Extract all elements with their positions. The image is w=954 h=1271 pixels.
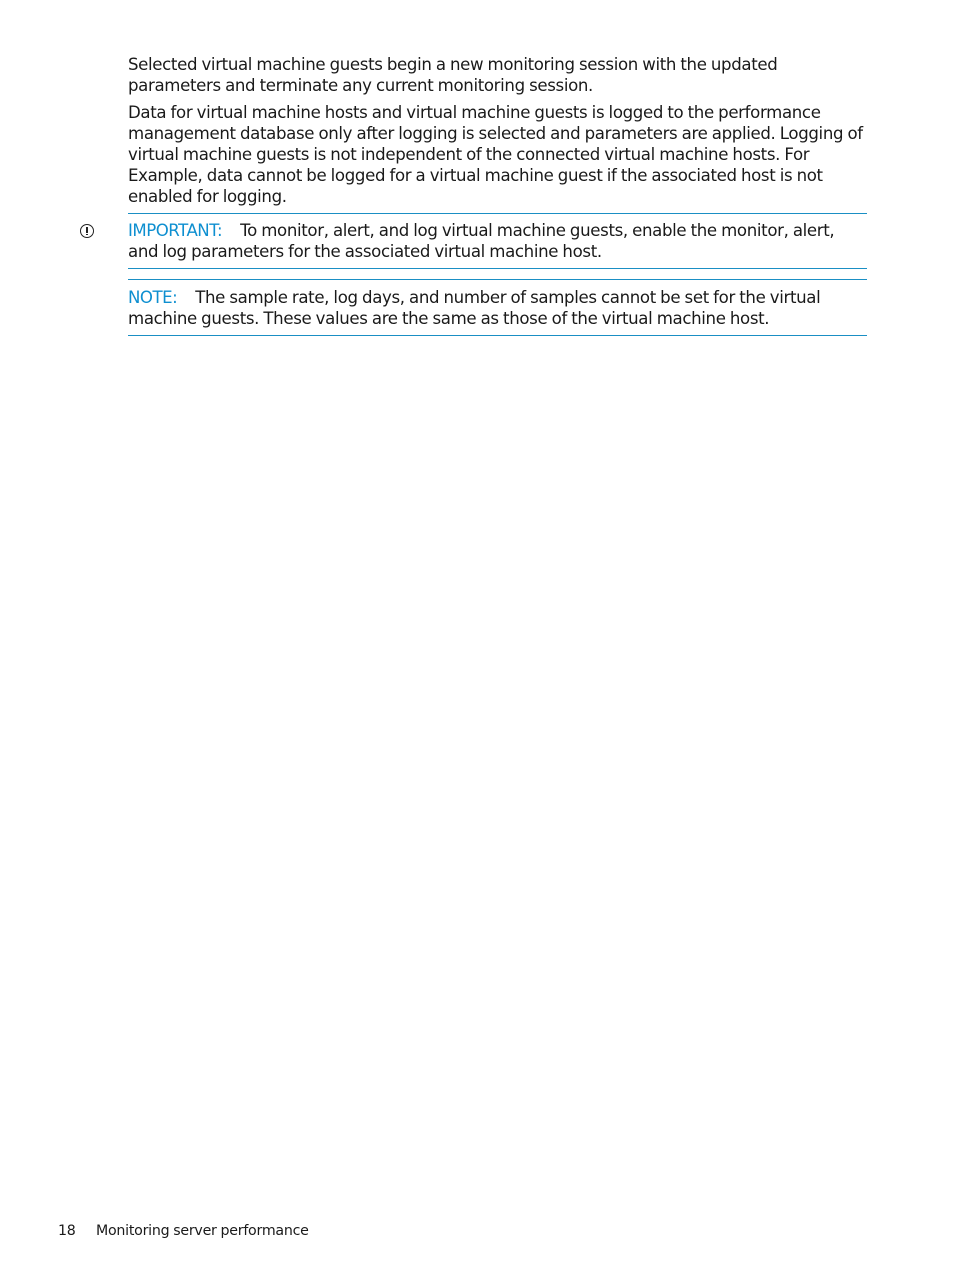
- important-icon: [80, 224, 94, 238]
- note-admonition: [128, 280, 867, 336]
- body-paragraph: Data for virtual machine hosts and virtual machine guests is logged to the performance management database only after logging is selected and parameters are applied. Logging of virtual machine guests is not independent of the connected virtual machine hosts. For Example, data cannot be logged for a virtual machine guest if the associated host is not enabled for logging.: [128, 103, 863, 206]
- note-text: The sample rate, log days, and number of samples cannot be set for the virtual machine guests. These values are the same as those of the virtual machine host.: [128, 288, 821, 328]
- body-paragraph: Selected virtual machine guests begin a new monitoring session with the updated parameters and terminate any current monitoring session.: [128, 55, 778, 95]
- important-text: To monitor, alert, and log virtual machine guests, enable the monitor, alert, and log parameters for the associated virtual machine host.: [128, 221, 835, 261]
- note-label: NOTE:: [128, 288, 178, 307]
- page-content: [128, 54, 867, 336]
- footer-section-title: Monitoring server performance: [96, 1223, 309, 1239]
- important-label: IMPORTANT:: [128, 221, 223, 240]
- important-admonition: [128, 214, 867, 269]
- page-number: 18: [58, 1223, 76, 1239]
- page-footer: [58, 1222, 309, 1240]
